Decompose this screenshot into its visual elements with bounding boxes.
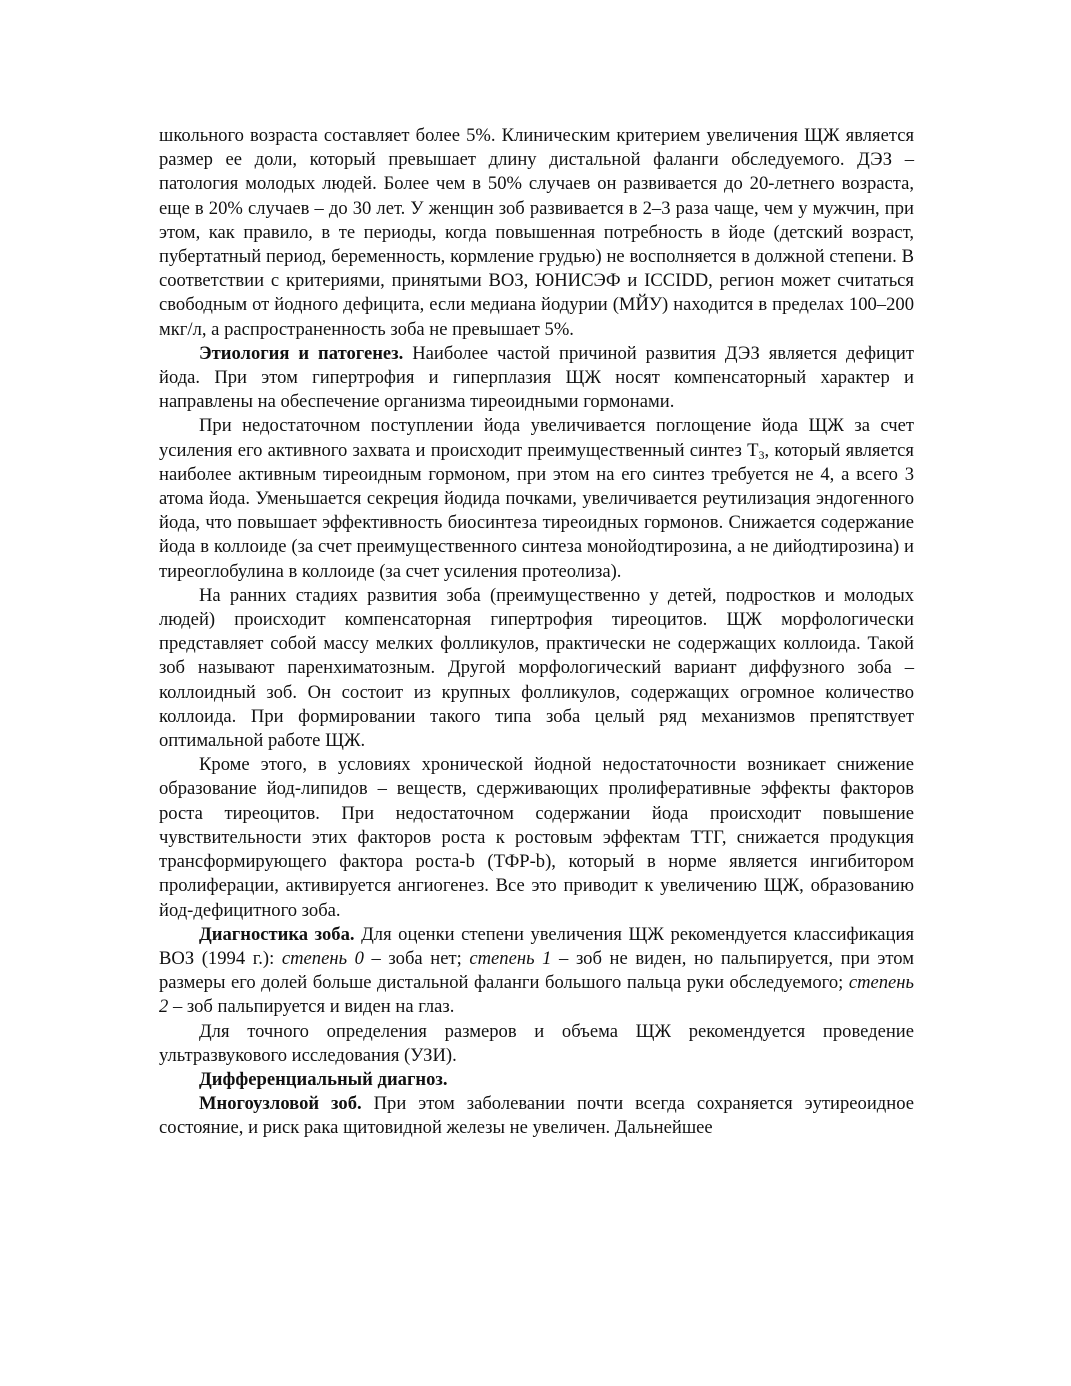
- paragraph-multinodular: [159, 1092, 914, 1140]
- paragraph-iodine-deficiency: [159, 414, 914, 583]
- section-heading-etiology: Этиология и патогенез.: [199, 342, 404, 364]
- section-heading-differential: Дифференциальный диагноз.: [199, 1068, 448, 1090]
- paragraph-text: , который является наиболее активным тиреоидным гормоном, при этом на его синтез требуется не 4, а всего 3 атома йода. Уменьшается секреция йодида почками, увеличивается реутилизация эндогенного йода, что повышает эффективность биосинтеза тиреоидных гормонов. Снижается содержание йода в коллоиде (за счет преимущественного синтеза монойодтирозина, а не дийодтирозина) и тиреоглобулина в коллоиде (за счет усиления протеолиза).: [159, 439, 914, 582]
- paragraph-diagnostics: [159, 923, 914, 1020]
- paragraph-text: Наиболее частой причиной развития ДЭЗ является дефицит йода. При этом гипертрофия и гиперплазия ЩЖ носят компенсаторный характер и направлены на обеспечение организма тиреоидными гормонами.: [159, 342, 914, 413]
- grade-0-label: степень 0: [281, 947, 364, 969]
- section-heading-diagnostics: Диагностика зоба.: [199, 923, 355, 945]
- paragraph-text: – зоб не виден, но пальпируется, при этом размеры его долей больше дистальной фаланги большого пальца руки обследуемого;: [159, 947, 914, 994]
- paragraph-ultrasound: [159, 1020, 914, 1068]
- paragraph-text: – зоба нет;: [363, 947, 470, 969]
- body-text: [159, 124, 914, 1141]
- paragraph-text: Для оценки степени увеличения ЩЖ рекомендуется классификация ВОЗ (1994 г.):: [159, 923, 914, 969]
- paragraph-text: школьного возраста составляет более 5%. Клиническим критерием увеличения ЩЖ является размер ее доли, который превышает длину дистальной фаланги обследуемого. ДЭЗ – патология молодых людей. Более чем в 50% случаев он развивается до 20-летнего возраста, еще в 20% случаев – до 30 лет. У женщин зоб развивается в 2–3 раза чаще, чем у мужчин, при этом, как правило, в те периоды, когда повышенная потребность в йоде (детский возраст, пубертатный период, беременность, кормление грудью) не восполняется в должной степени. В соответствии с критериями, принятыми ВОЗ, ЮНИСЭФ и ICCIDD, регион может считаться свободным от йодного дефицита, если медиана йодурии (МЙУ) находится в пределах 100–200 мкг/л, а распространенность зоба не превышает 5%.: [159, 125, 914, 340]
- paragraph-text: – зоб пальпируется и виден на глаз.: [168, 996, 455, 1018]
- paragraph-text: На ранних стадиях развития зоба (преимущественно у детей, подростков и молодых людей) происходит компенсаторная гипертрофия тиреоцитов. ЩЖ морфологически представляет собой массу мелких фолликулов, практически не содержащих коллоида. Такой зоб называют паренхиматозным. Другой морфологический вариант диффузного зоба – коллоидный зоб. Он состоит из крупных фолликулов, содержащих огромное количество коллоида. При формировании такого типа зоба целый ряд механизмов препятствует оптимальной работе ЩЖ.: [159, 584, 914, 752]
- paragraph-text: Для точного определения размеров и объема ЩЖ рекомендуется проведение ультразвукового исследования (УЗИ).: [159, 1020, 914, 1066]
- paragraph-differential: [159, 1068, 914, 1092]
- paragraph-chronic-deficiency: [159, 753, 914, 922]
- paragraph-intro: [159, 124, 914, 342]
- paragraph-text: При этом заболевании почти всегда сохраняется эутиреоидное состояние, и риск рака щитовидной железы не увеличен. Дальнейшее: [159, 1093, 914, 1139]
- paragraph-early-stages: [159, 584, 914, 753]
- subscript-t3: 3: [758, 447, 765, 462]
- section-heading-multinodular: Многоузловой зоб.: [199, 1093, 362, 1115]
- grade-2-label: степень 2: [159, 972, 914, 1018]
- paragraph-text: Кроме этого, в условиях хронической йодной недостаточности возникает снижение образование йод-липидов – веществ, сдерживающих пролиферативные эффекты факторов роста тиреоцитов. При недостаточном содержании йода происходит повышение чувствительности этих факторов роста к ростовым эффектам ТТГ, снижается продукция трансформирующего фактора роста-b (ТФР-b), который в норме является ингибитором пролиферации, активируется ангиогенез. Все это приводит к увеличению ЩЖ, образованию йод-дефицитного зоба.: [159, 754, 914, 921]
- grade-1-label: степень 1: [469, 947, 552, 969]
- paragraph-text: При недостаточном поступлении йода увеличивается поглощение йода ЩЖ за счет усиления его активного захвата и происходит преимущественный синтез Т: [159, 415, 914, 461]
- paragraph-etiology: [159, 342, 914, 415]
